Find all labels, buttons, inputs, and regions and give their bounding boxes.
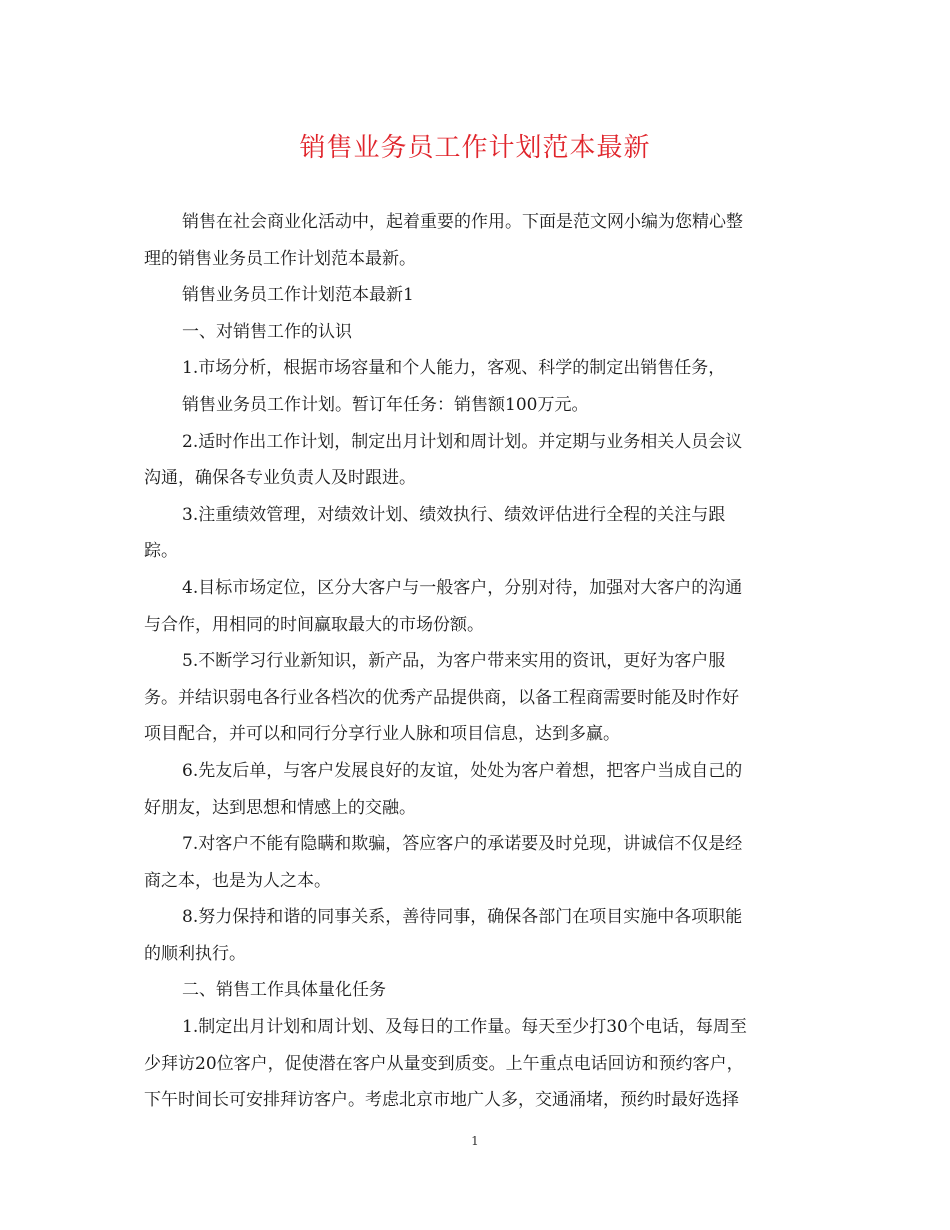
- paragraph: [144, 899, 804, 972]
- paragraph-line: 的顺利执行。: [144, 943, 246, 964]
- paragraph-line: 5.不断学习行业新知识，新产品，为客户带来实用的资讯，更好为客户服: [182, 651, 726, 672]
- paragraph-line: 3.注重绩效管理，对绩效计划、绩效执行、绩效评估进行全程的关注与跟: [182, 504, 726, 525]
- paragraph-line: 与合作，用相同的时间赢取最大的市场份额。: [144, 614, 484, 635]
- paragraph-line: 下午时间长可安排拜访客户。考虑北京市地广人多，交通涌堵，预约时最好选择: [144, 1090, 739, 1111]
- paragraph-line: 8.努力保持和谐的同事关系，善待同事，确保各部门在项目实施中各项职能: [182, 907, 743, 928]
- paragraph: [144, 972, 804, 1009]
- document-body: [144, 204, 804, 1119]
- paragraph-line: 1.制定出月计划和周计划、及每日的工作量。每天至少打30个电话，每周至: [182, 1017, 747, 1038]
- paragraph-line: 务。并结识弱电各行业各档次的优秀产品提供商，以备工程商需要时能及时作好: [144, 687, 739, 708]
- paragraph: [144, 753, 804, 826]
- paragraph-line: 踪。: [144, 541, 178, 562]
- paragraph: [144, 497, 804, 570]
- paragraph-line: 沟通，确保各专业负责人及时跟进。: [144, 468, 416, 489]
- paragraph-line: 少拜访20位客户，促使潜在客户从量变到质变。上午重点电话回访和预约客户，: [144, 1053, 744, 1074]
- paragraph: [144, 387, 804, 424]
- paragraph: [144, 277, 804, 314]
- paragraph-line: 销售在社会商业化活动中，起着重要的作用。下面是范文网小编为您精心整: [182, 212, 743, 232]
- paragraph: [144, 826, 804, 899]
- paragraph-line: 6.先友后单，与客户发展良好的友谊，处处为客户着想，把客户当成自己的: [182, 760, 743, 781]
- paragraph-line: 7.对客户不能有隐瞒和欺骗，答应客户的承诺要及时兑现，讲诚信不仅是经: [182, 834, 743, 855]
- paragraph: [144, 643, 804, 753]
- paragraph-line: 好朋友，达到思想和情感上的交融。: [144, 797, 416, 818]
- paragraph: [144, 1009, 804, 1119]
- paragraph-line: 4.目标市场定位，区分大客户与一般客户，分别对待，加强对大客户的沟通: [182, 577, 743, 598]
- paragraph-line: 二、销售工作具体量化任务: [182, 980, 386, 1001]
- paragraph-line: 销售业务员工作计划范本最新1: [182, 285, 414, 306]
- paragraph: [144, 204, 804, 277]
- paragraph: [144, 424, 804, 497]
- paragraph: [144, 350, 804, 387]
- paragraph-line: 一、对销售工作的认识: [182, 321, 352, 342]
- paragraph-line: 商之本，也是为人之本。: [144, 870, 331, 891]
- page-number: 1: [471, 1134, 479, 1148]
- paragraph-line: 理的销售业务员工作计划范本最新。: [144, 248, 416, 269]
- paragraph: [144, 314, 804, 351]
- paragraph-line: 1.市场分析，根据市场容量和个人能力，客观、科学的制定出销售任务，: [182, 358, 726, 379]
- paragraph: [144, 570, 804, 643]
- paragraph-line: 项目配合，并可以和同行分享行业人脉和项目信息，达到多赢。: [144, 724, 620, 745]
- document-title: 销售业务员工作计划范本最新: [299, 133, 651, 163]
- paragraph-line: 销售业务员工作计划。暂订年任务：销售额100万元。: [182, 394, 589, 415]
- paragraph-line: 2.适时作出工作计划，制定出月计划和周计划。并定期与业务相关人员会议: [182, 431, 743, 452]
